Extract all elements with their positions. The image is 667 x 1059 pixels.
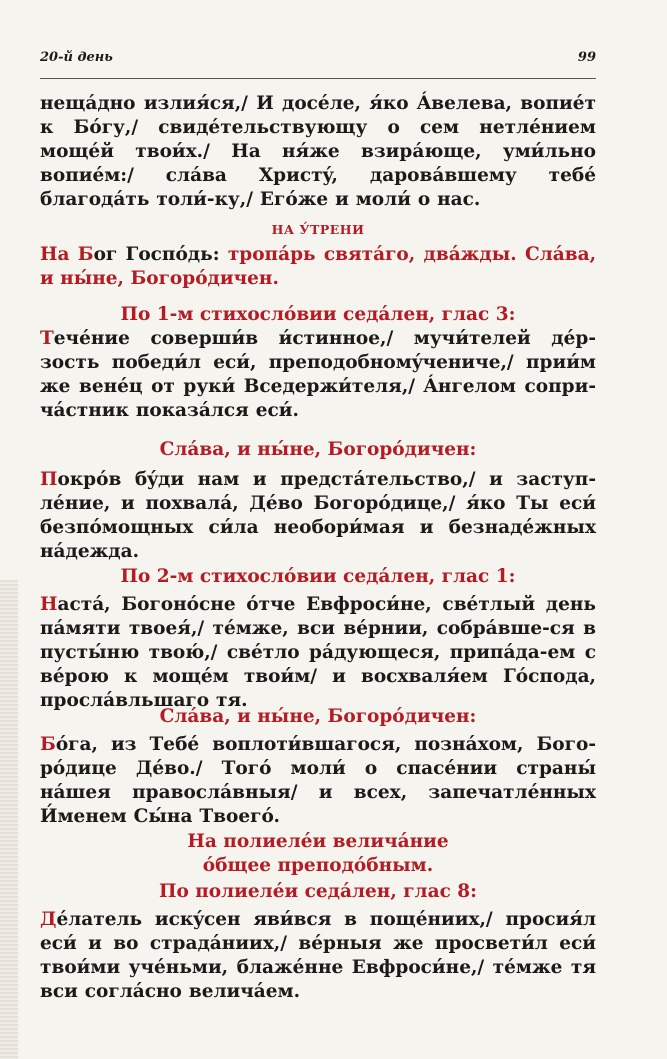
sedalen-2-block	[40, 565, 596, 713]
page-edge-shadow	[0, 580, 18, 1059]
header-day-label: 20-й день	[40, 50, 113, 65]
matins-line-rubric: тропáрь святáго, двáжды. Слáва, и ны́не, Богорóдичен.	[40, 244, 597, 289]
theotokion-1-heading: Слáва, и ны́не, Богорóдичен:	[159, 439, 477, 460]
theotokion-2-dropcap: Б	[40, 734, 56, 755]
theotokion-1-text: окрóв бýди нам и предстáтельство,/ и заступ-лéние, и похвалá, Дéво Богорóдице,/ я́ко Ты еси́ безпóмощных си́ла необори́мая и безнадéжных нáдежда.	[40, 469, 596, 562]
matins-block	[40, 221, 596, 291]
polyeleos-sedalen-heading: По полиелéи седáлен, глас 8:	[158, 881, 477, 902]
intro-block	[40, 92, 596, 212]
theotokion-1-dropcap: П	[40, 469, 58, 490]
matins-line-lead-red: На Б	[40, 244, 94, 265]
matins-heading: НА У́ТРЕНИ	[271, 222, 365, 237]
polyeleos-paragraph	[40, 908, 596, 1004]
theotokion-2-text: óга, из Тебé воплоти́вшагося, познáхом, Бого-рóдице Дéво./ Тогó моли́ о спасéнии страны́ нáшея правослáвныя/ и всех, запечатлéнных И́менем Сы́на Твоегó.	[40, 734, 596, 827]
theotokion-2-paragraph	[40, 733, 596, 829]
theotokion-2-heading: Слáва, и ны́не, Богорóдичен:	[159, 706, 477, 727]
page-number: 99	[577, 50, 596, 65]
matins-line-lead-black: ог Госпóдь:	[93, 244, 228, 265]
polyeleos-heading-line-2: óбщее преподóбным.	[202, 855, 434, 876]
sedalen-2-text: астá, Богонóсне óтче Евфроси́не, свéтлый день пáмяти твоея́,/ тéмже, вси вéрнии, собрáвше-ся в пусты́ню твою́,/ свéтло рáдующеся, припáда-ем с вéрою к мощéм твои́м/ и восхваля́ем Гóспода, прослáвльшаго тя.	[40, 594, 596, 711]
sedalen-1-heading: По 1-м стихослóвии седáлен, глас 3:	[120, 304, 516, 325]
sedalen-1-block	[40, 303, 596, 423]
polyeleos-dropcap: Д	[40, 909, 57, 930]
theotokion-1-paragraph	[40, 468, 596, 564]
sedalen-2-dropcap: Н	[40, 594, 58, 615]
theotokion-2-block	[40, 705, 596, 829]
sedalen-2-paragraph	[40, 593, 596, 713]
intro-paragraph: нещáдно излия́ся,/ И досéле, я́ко Áвелева, вопиéт к Бóгу,/ свидéтельствующу о сем нетлéнием мощéй твои́х./ На ня́же взирáюще, уми́льно вопиéм:/ слáва Христý, даровáвшему тебé благодáть толи́-ку,/ Егóже и моли́ о нас.	[40, 93, 596, 210]
polyeleos-text: éлатель искýсен яви́вся в пощéниих,/ просия́л еси́ и во страдáниих,/ вéрныя же просвети́л еси́ твои́ми учéньми, блажéнне Евфроси́не,/ тéмже тя вси соглáсно величáем.	[40, 909, 596, 1002]
polyeleos-block	[40, 830, 596, 1004]
matins-line	[40, 243, 596, 291]
sedalen-1-paragraph	[40, 327, 596, 423]
header-rule	[40, 78, 596, 79]
sedalen-1-text: ечéние соверши́в и́стинное,/ мучи́телей дéр-зость победи́л еси́, преподобномýчениче,/ прии́м же венéц от руки́ Вседержи́теля,/ Áнгелом сопри-чáстник показáлся еси́.	[40, 328, 596, 421]
sedalen-2-heading: По 2-м стихослóвии седáлен, глас 1:	[120, 566, 516, 587]
sedalen-1-dropcap: Т	[40, 328, 54, 349]
running-header	[40, 50, 596, 72]
theotokion-1-block	[40, 438, 596, 564]
polyeleos-heading-line-1: На полиелéи величáние	[187, 831, 449, 852]
